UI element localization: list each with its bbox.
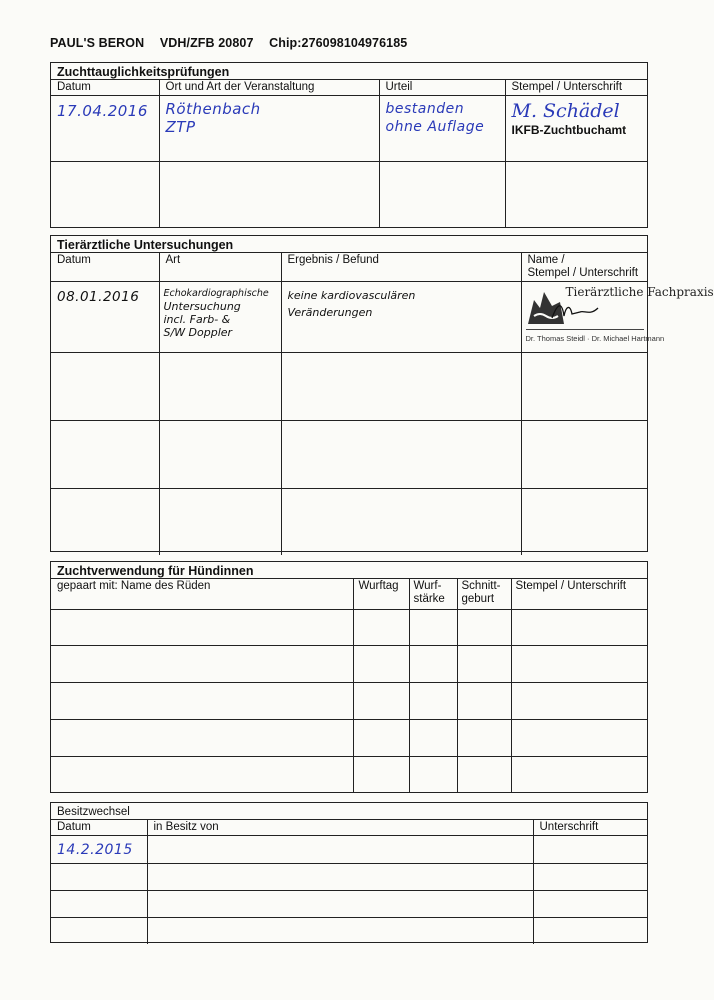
cell-empty xyxy=(457,682,511,719)
cell-urteil xyxy=(379,96,505,162)
cell-empty xyxy=(147,918,533,944)
table-row xyxy=(51,918,647,944)
table-row xyxy=(51,609,647,645)
col-datum: Datum xyxy=(51,80,159,96)
cell-datum xyxy=(51,836,147,864)
cell-empty xyxy=(511,719,647,756)
cell-empty xyxy=(521,353,647,421)
table-row xyxy=(51,645,647,682)
col-stempel: Stempel / Unterschrift xyxy=(505,80,647,96)
cell-empty xyxy=(51,609,353,645)
table-row xyxy=(51,756,647,792)
registry-number: VDH/ZFB 20807 xyxy=(159,36,254,50)
col-schnitt-line2: geburt xyxy=(461,593,495,605)
cell-empty xyxy=(457,645,511,682)
cell-ort xyxy=(159,96,379,162)
table-row xyxy=(51,719,647,756)
cell-empty xyxy=(533,864,647,891)
dog-name: PAUL'S BERON xyxy=(50,36,145,50)
cell-datum xyxy=(51,282,159,353)
table-row xyxy=(51,162,647,228)
cell-empty xyxy=(511,609,647,645)
handwritten-art-1: Echokardiographische xyxy=(163,288,269,299)
handwritten-result-1: bestanden xyxy=(385,101,465,117)
col-ergebnis: Ergebnis / Befund xyxy=(281,253,521,282)
cell-empty xyxy=(51,864,147,891)
table-header-row xyxy=(51,579,647,609)
handwritten-result-1: keine kardiovasculären xyxy=(287,289,416,302)
section-tieraerztlich xyxy=(50,235,714,552)
besitzwechsel-table xyxy=(51,820,647,944)
cell-empty xyxy=(533,918,647,944)
cell-art xyxy=(159,282,281,353)
col-besitz: in Besitz von xyxy=(147,820,533,836)
cell-empty xyxy=(409,609,457,645)
cell-empty xyxy=(511,682,647,719)
handwritten-result-2: Veränderungen xyxy=(287,306,373,319)
col-wurf-line2: stärke xyxy=(413,593,445,605)
table-header-row xyxy=(51,820,647,836)
vet-stamp-names: Dr. Thomas Steidl · Dr. Michael Hartmann xyxy=(525,334,665,343)
cell-empty xyxy=(353,756,409,792)
cell-empty xyxy=(51,421,159,489)
cell-empty xyxy=(147,836,533,864)
stamp-divider xyxy=(526,329,644,330)
cell-empty xyxy=(521,421,647,489)
table-row xyxy=(51,836,647,864)
col-art: Art xyxy=(159,253,281,282)
cell-empty xyxy=(379,162,505,228)
handwritten-art-4: S/W Doppler xyxy=(163,326,233,339)
cell-empty xyxy=(51,645,353,682)
cell-datum xyxy=(51,96,159,162)
cell-empty xyxy=(457,609,511,645)
table-row xyxy=(51,353,647,421)
col-schnitt-line1: Schnitt- xyxy=(461,580,501,592)
section-title: Besitzwechsel xyxy=(51,803,647,820)
col-wurf-line1: Wurf- xyxy=(413,580,442,592)
section-title: Tierärztliche Untersuchungen xyxy=(51,236,647,253)
cell-empty xyxy=(457,719,511,756)
cell-empty xyxy=(533,891,647,918)
table-row xyxy=(51,489,647,555)
cell-empty xyxy=(533,836,647,864)
handwritten-signature: M. Schädel xyxy=(511,100,620,122)
cell-empty xyxy=(505,162,647,228)
cell-empty xyxy=(159,489,281,555)
handwritten-date: 14.2.2015 xyxy=(57,842,133,858)
cell-empty xyxy=(51,756,353,792)
col-ort: Ort und Art der Veranstaltung xyxy=(159,80,379,96)
zuchtverwendung-table xyxy=(51,579,647,792)
vet-stamp-title: Tierärztliche Fachpraxis xyxy=(565,285,714,299)
cell-vet-stamp xyxy=(521,282,714,353)
cell-empty xyxy=(353,609,409,645)
table-row xyxy=(51,891,647,918)
vet-stamp xyxy=(522,282,714,352)
table-row xyxy=(51,421,647,489)
cell-empty xyxy=(51,682,353,719)
stamp-text: IKFB-Zuchtbuchamt xyxy=(511,123,627,137)
handwritten-date: 17.04.2016 xyxy=(57,102,148,120)
cell-empty xyxy=(281,353,521,421)
col-name-line1: Name / xyxy=(527,254,565,266)
cell-empty xyxy=(159,353,281,421)
tieraerztlich-table xyxy=(51,253,714,555)
section-title: Zuchtverwendung für Hündinnen xyxy=(51,562,647,579)
cell-empty xyxy=(51,489,159,555)
cell-empty xyxy=(457,756,511,792)
cell-empty xyxy=(511,645,647,682)
col-name-stempel xyxy=(521,253,647,282)
handwritten-place: Röthenbach xyxy=(165,100,261,118)
cell-empty xyxy=(409,682,457,719)
cell-empty xyxy=(281,421,521,489)
cell-empty xyxy=(521,489,647,555)
table-row xyxy=(51,282,647,353)
cell-empty xyxy=(281,489,521,555)
handwritten-art-2: Untersuchung xyxy=(163,300,241,313)
cell-empty xyxy=(51,918,147,944)
table-header-row xyxy=(51,80,647,96)
cell-empty xyxy=(51,162,159,228)
section-zuchttauglichkeit xyxy=(50,62,648,228)
cell-empty xyxy=(51,353,159,421)
table-header-row xyxy=(51,253,647,282)
handwritten-date: 08.01.2016 xyxy=(57,289,140,305)
cell-empty xyxy=(409,719,457,756)
col-urteil: Urteil xyxy=(379,80,505,96)
cell-empty xyxy=(159,421,281,489)
cell-ergebnis xyxy=(281,282,521,353)
section-zuchtverwendung xyxy=(50,561,648,793)
table-row xyxy=(51,864,647,891)
cell-empty xyxy=(159,162,379,228)
section-title: Zuchttauglichkeitsprüfungen xyxy=(51,63,647,80)
cell-empty xyxy=(353,645,409,682)
chip-number: Chip:276098104976185 xyxy=(269,36,408,50)
cell-stempel xyxy=(505,96,647,162)
col-datum: Datum xyxy=(51,820,147,836)
col-datum: Datum xyxy=(51,253,159,282)
handwritten-art-3: incl. Farb- & xyxy=(163,313,231,326)
col-unterschrift: Unterschrift xyxy=(533,820,647,836)
col-name-line2: Stempel / Unterschrift xyxy=(527,267,639,279)
cell-empty xyxy=(353,682,409,719)
col-wurftag: Wurftag xyxy=(353,579,409,609)
col-wurfstaerke xyxy=(409,579,457,609)
section-besitzwechsel xyxy=(50,802,648,943)
zuchttauglichkeit-table xyxy=(51,80,647,228)
cell-empty xyxy=(409,756,457,792)
cell-empty xyxy=(147,891,533,918)
table-row xyxy=(51,682,647,719)
handwritten-result-2: ohne Auflage xyxy=(385,119,485,135)
cell-empty xyxy=(147,864,533,891)
cell-empty xyxy=(51,719,353,756)
handwritten-event: ZTP xyxy=(165,118,196,136)
cell-empty xyxy=(511,756,647,792)
table-row xyxy=(51,96,647,162)
vet-signature-icon xyxy=(550,298,600,324)
cell-empty xyxy=(353,719,409,756)
col-stempel: Stempel / Unterschrift xyxy=(511,579,647,609)
document-header xyxy=(50,36,407,50)
col-gepaart: gepaart mit: Name des Rüden xyxy=(51,579,353,609)
cell-empty xyxy=(409,645,457,682)
col-schnittgeburt xyxy=(457,579,511,609)
cell-empty xyxy=(51,891,147,918)
